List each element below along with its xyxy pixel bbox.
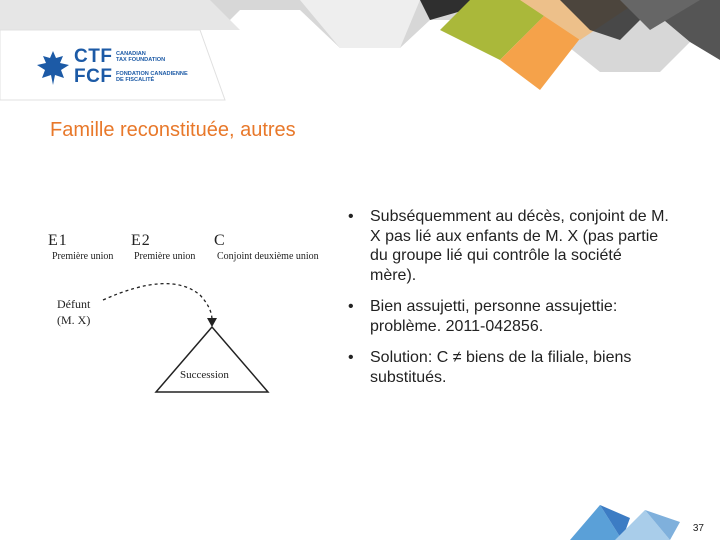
defunt-label: Défunt	[57, 297, 91, 311]
bullet-text: Solution: C ≠ biens de la filiale, biens substitués.	[370, 349, 632, 386]
c-label: C	[214, 232, 226, 249]
logo-fcf: FCF	[74, 66, 113, 87]
defunt-name: (M. X)	[57, 313, 91, 327]
arrow-head	[207, 318, 217, 327]
page-number: 37	[692, 523, 704, 534]
c-sub: Conjoint deuxième union	[217, 251, 319, 262]
bullet-marker: •	[348, 208, 354, 225]
logo-en-line-1: CANADIAN	[116, 51, 146, 57]
succession-triangle	[156, 327, 268, 392]
bullet-text: Bien assujetti, personne assujettie: problème. 2011-042856.	[370, 298, 618, 335]
logo-en-line-2: TAX FOUNDATION	[116, 57, 166, 63]
succession-label: Succession	[180, 369, 229, 381]
footer-decoration	[560, 500, 690, 540]
e1-sub: Première union	[52, 251, 114, 262]
bullet-text: Subséquemment au décès, conjoint de M. X pas lié aux enfants de M. X (pas partie du groupe lié qui contrôle la société mère).	[370, 208, 669, 284]
bullet-item	[342, 348, 672, 387]
e1-label: E1	[48, 232, 68, 249]
bullet-item	[342, 297, 672, 336]
logo-fr-line-1: FONDATION CANADIENNE	[116, 71, 188, 77]
e2-label: E2	[131, 232, 151, 249]
bullet-marker: •	[348, 298, 354, 315]
slide-title: Famille reconstituée, autres	[50, 119, 296, 141]
logo-ctf: CTF	[74, 46, 113, 67]
e2-sub: Première union	[134, 251, 196, 262]
inheritance-arrow	[103, 284, 212, 320]
logo-fr-line-2: DE FISCALITÉ	[116, 77, 155, 83]
bullet-list	[342, 207, 672, 399]
bullet-marker: •	[348, 349, 354, 366]
bullet-item	[342, 207, 672, 285]
